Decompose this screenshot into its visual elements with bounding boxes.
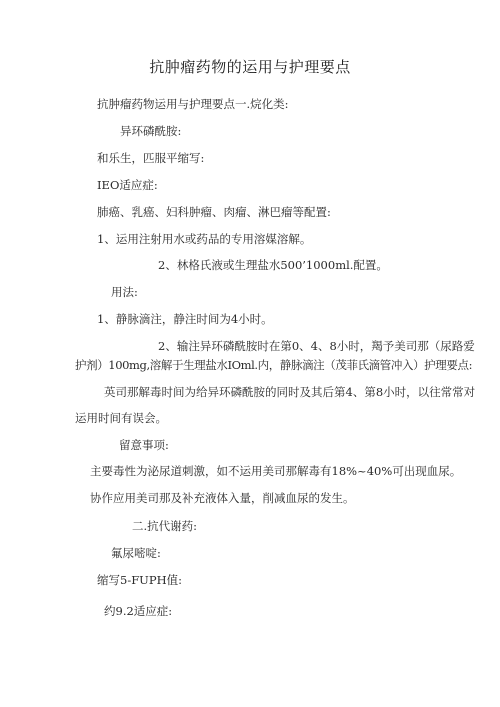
text-line: 缩写5-FUPH值: <box>97 573 183 587</box>
text-line: 留意事项: <box>119 438 169 452</box>
text-line: 运用时间有误会。 <box>75 411 167 425</box>
text-line: IEO适应症: <box>97 178 158 192</box>
text-line: 抗肿瘤药物运用与护理要点一.烷化类: <box>97 97 289 111</box>
text-line: 和乐生，匹服平缩写: <box>97 151 205 165</box>
text-line: 英司那解毒时间为给异环磷酰胺的同时及其后第4、第8小时，以往常常对 <box>104 385 476 399</box>
text-line: 肺癌、乳癌、妇科肿瘤、肉瘤、淋巴瘤等配置: <box>97 205 331 219</box>
text-line: 二.抗代谢药: <box>132 519 198 533</box>
text-line: 1、运用注射用水或药品的专用溶媒溶解。 <box>97 232 312 246</box>
text-line: 氟尿嘧啶: <box>111 546 161 560</box>
text-line: 2、林格氏液或生理盐水500’1000ml.配置。 <box>158 258 388 272</box>
text-line: 护剂）100mg,溶解于生理盐水IOml.内，静脉滴注（茂菲氏滴管冲入）护理要点: <box>75 358 473 372</box>
text-line: 主要毒性为泌尿道刺激，如不运用美司那解毒有18%~40%可出现血尿。 <box>90 464 462 478</box>
text-line: 2、输注异环磷酰胺时在第0、4、8小时，羯予美司那（尿路爱 <box>158 339 475 353</box>
text-line: 1、静脉滴注，静注时间为4小时。 <box>97 312 273 326</box>
text-line: 协作应用美司那及补充液体入量，削减血尿的发生。 <box>90 491 355 505</box>
text-line: 异环磷酰胺: <box>120 124 182 138</box>
document-title: 抗肿瘤药物的运用与护理要点 <box>149 58 351 76</box>
text-line: 约9.2适应症: <box>104 604 173 618</box>
text-line: 用法: <box>111 285 138 299</box>
